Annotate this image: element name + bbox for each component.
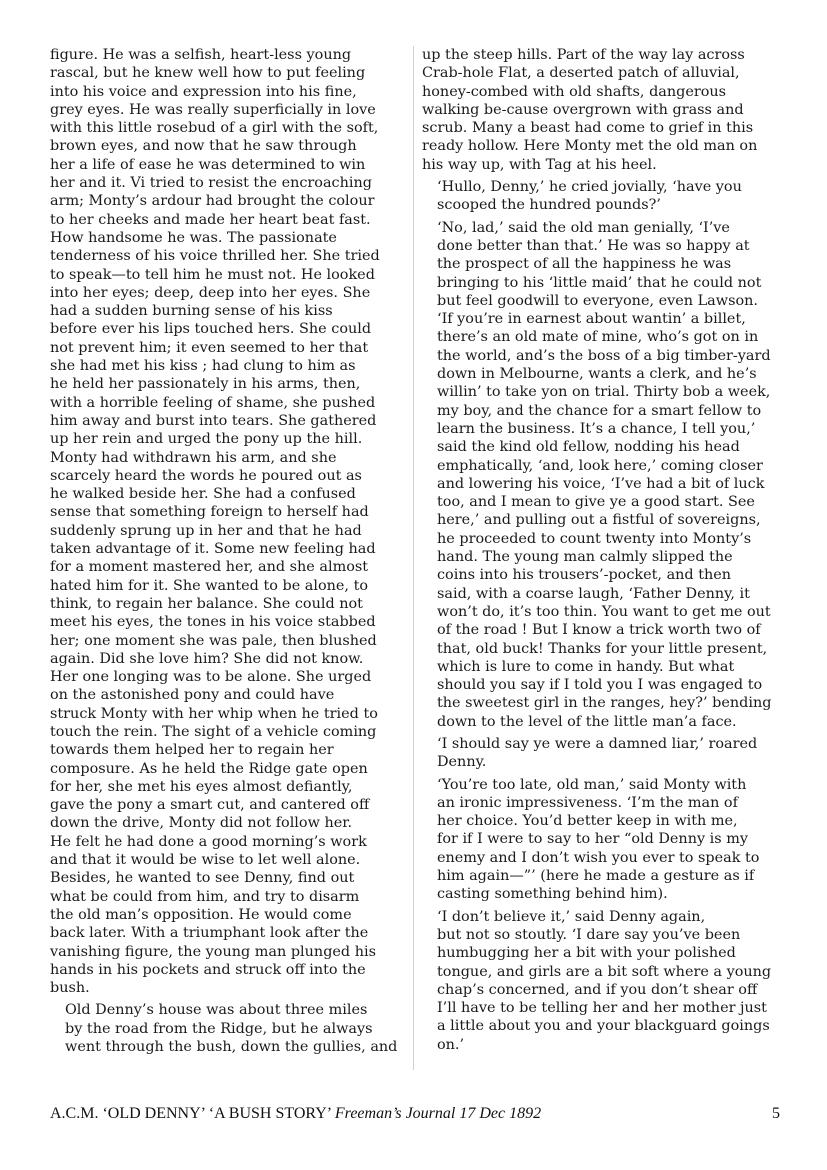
text-line: too, and I mean to give ye a good start. See	[437, 494, 755, 511]
left-column	[50, 46, 406, 1060]
text-line: on the astonished pony and could have	[50, 687, 335, 704]
text-line: willin’ to take yon on trial. Thirty bob a week,	[437, 384, 771, 401]
text-line: to speak—to tell him he must not. He looked	[50, 266, 375, 283]
text-line: ‘No, lad,’ said the old man genially, ‘I’ve	[437, 219, 730, 236]
text-line: to her cheeks and made her heart beat fast.	[50, 211, 371, 228]
text-line: him away and burst into tears. She gathered	[50, 412, 377, 429]
text-line: chap’s concerned, and if you don’t shear off	[437, 981, 758, 998]
text-line: tongue, and girls are a bit soft where a young	[437, 963, 772, 980]
text-line: figure. He was a selfish, heart-less young	[50, 47, 352, 63]
text-line: he proceeded to count twenty into Monty’s	[437, 530, 752, 547]
text-line: Old Denny’s house was about three miles	[65, 1002, 368, 1019]
citation-prefix: A.C.M. ‘OLD DENNY’ ‘A BUSH STORY’	[50, 1105, 335, 1122]
text-line: went through the bush, down the gullies, and	[65, 1039, 398, 1056]
text-line: scrub. Many a beast had come to grief in this	[422, 120, 754, 137]
text-line: what be could from him, and try to disarm	[50, 888, 360, 905]
text-line: her and it. Vi tried to resist the encroaching	[50, 175, 372, 192]
text-line: but feel goodwill to everyone, even Lawson.	[437, 292, 758, 309]
text-line: here,’ and pulling out a fistful of sovereigns,	[437, 512, 761, 529]
text-line: for her, she met his eyes almost defiantly,	[50, 778, 353, 795]
text-line: ‘I don’t believe it,’ said Denny again,	[437, 908, 706, 925]
footer-citation	[50, 1105, 541, 1123]
text-line: Her one longing was to be alone. She urged	[50, 669, 372, 686]
text-line: He felt he had done a good morning’s work	[50, 833, 367, 850]
right-column	[422, 46, 778, 1058]
text-line: hated him for it. She wanted to be alone, to	[50, 577, 369, 594]
paragraph	[422, 735, 778, 772]
text-line: before ever his lips touched hers. She could	[50, 321, 372, 338]
text-line: bush.	[50, 980, 90, 997]
paragraph	[50, 1001, 406, 1056]
paragraph	[422, 219, 778, 731]
text-line: grey eyes. He was really superficially in love	[50, 101, 376, 118]
text-line: up her rein and urged the pony up the hill.	[50, 431, 363, 448]
text-line: touch the rein. The sight of a vehicle coming	[50, 723, 377, 740]
text-line: had a sudden burning sense of his kiss	[50, 303, 333, 320]
text-line: down in Melbourne, wants a clerk, and he’s	[437, 366, 757, 383]
text-line: down to the level of the little man’a face.	[437, 713, 737, 730]
text-line: honey-combed with old shafts, dangerous	[422, 83, 727, 100]
text-line: towards them helped her to regain her	[50, 742, 334, 759]
text-line: casting something behind him).	[437, 886, 668, 903]
text-line: which is lure to come in handy. But what	[437, 658, 735, 675]
text-line: with a horrible feeling of shame, she pushed	[50, 394, 376, 411]
paragraph	[422, 776, 778, 904]
text-line: won’t do, it’s too thin. You want to get me out	[437, 603, 771, 620]
text-line: suddenly sprung up in her and that he had	[50, 522, 362, 539]
text-line: for a moment mastered her, and she almost	[50, 559, 369, 576]
text-line: into his voice and expression into his fine,	[50, 83, 357, 100]
page-number: 5	[772, 1105, 780, 1122]
text-line: down the drive, Monty did not follow her.	[50, 815, 353, 832]
text-line: ‘You’re too late, old man,’ said Monty with	[437, 776, 747, 793]
text-line: said, with a coarse laugh, ‘Father Denny, it	[437, 585, 750, 602]
text-line: think, to regain her balance. She could not	[50, 595, 363, 612]
text-line: coins into his trousers’-pocket, and then	[437, 567, 732, 584]
text-line: emphatically, ‘and, look here,’ coming closer	[437, 457, 763, 474]
text-line: enemy and I don’t wish you ever to speak to	[437, 849, 760, 866]
paragraph	[50, 46, 406, 997]
text-line: Crab-hole Flat, a deserted patch of alluvial,	[422, 65, 740, 82]
text-line: a little about you and your blackguard goings	[437, 1018, 770, 1035]
text-line: brown eyes, and now that he saw through	[50, 138, 357, 155]
text-line: ‘If you’re in earnest about wantin’ a billet,	[437, 311, 746, 328]
text-line: ready hollow. Here Monty met the old man on	[422, 138, 758, 155]
text-line: he held her passionately in his arms, then,	[50, 376, 361, 393]
text-line: the sweetest girl in the ranges, hey?’ bending	[437, 695, 772, 712]
text-line: up the steep hills. Part of the way lay across	[422, 47, 745, 63]
text-line: with this little rosebud of a girl with the soft,	[50, 120, 379, 137]
text-line: said the kind old fellow, nodding his head	[437, 439, 740, 456]
text-line: composure. As he held the Ridge gate open	[50, 760, 368, 777]
text-line: hand. The young man calmly slipped the	[437, 549, 733, 566]
text-line: but not so stoutly. ‘I dare say you’ve been	[437, 926, 741, 943]
text-line: for if I were to say to her “old Denny is my	[437, 831, 749, 848]
text-line: his way up, with Tag at his heel.	[422, 156, 657, 173]
text-line: him again—”’ (here he made a gesture as if	[437, 868, 755, 885]
text-line: the world, and’s the boss of a big timber-yard	[437, 347, 771, 364]
text-line: the old man’s opposition. He would come	[50, 906, 352, 923]
text-line: on.’	[437, 1036, 465, 1053]
text-line: by the road from the Ridge, but he always	[65, 1020, 373, 1037]
text-line: of the road ! But I know a trick worth two of	[437, 622, 761, 639]
text-line: hands in his pockets and struck off into the	[50, 961, 366, 978]
text-line: again. Did she love him? She did not know.	[50, 650, 364, 667]
text-line: walking be-cause overgrown with grass and	[422, 101, 744, 118]
text-line: I’ll have to be telling her and her mother just	[437, 1000, 767, 1017]
text-line: ‘Hullo, Denny,’ he cried jovially, ‘have you	[437, 179, 742, 196]
text-line: Monty had withdrawn his arm, and she	[50, 449, 337, 466]
text-line: learn the business. It’s a chance, I tell you,’	[437, 420, 756, 437]
text-line: into her eyes; deep, deep into her eyes. She	[50, 284, 371, 301]
text-line: gave the pony a smart cut, and cantered off	[50, 797, 370, 814]
text-line: taken advantage of it. Some new feeling had	[50, 541, 376, 558]
text-line: an ironic impressiveness. ‘I’m the man of	[437, 794, 738, 811]
text-line: her choice. You’d better keep in with me,	[437, 813, 738, 830]
text-line: he walked beside her. She had a confused	[50, 486, 356, 503]
text-line: she had met his kiss ; had clung to him as	[50, 358, 356, 375]
text-line: tenderness of his voice thrilled her. She tried	[50, 248, 380, 265]
paragraph	[422, 46, 778, 174]
text-line: arm; Monty’s ardour had brought the colour	[50, 193, 375, 210]
text-line: Besides, he wanted to see Denny, find out	[50, 870, 355, 887]
paragraph	[422, 178, 778, 215]
journal-name: Freeman’s Journal 17 Dec 1892	[334, 1105, 542, 1122]
text-line: vanishing figure, the young man plunged his	[50, 943, 376, 960]
column-divider	[413, 46, 414, 1070]
text-line: Denny.	[437, 754, 487, 771]
text-line: humbugging her a bit with your polished	[437, 945, 736, 962]
text-line: and lowering his voice, ‘I’ve had a bit of luck	[437, 475, 765, 492]
text-line: rascal, but he knew well how to put feeling	[50, 65, 366, 82]
text-line: and that it would be wise to let well alone.	[50, 852, 361, 869]
text-line: scooped the hundred pounds?’	[437, 197, 661, 214]
text-line: scarcely heard the words he poured out as	[50, 467, 362, 484]
text-line: should you say if I told you I was engaged to	[437, 677, 763, 694]
text-line: her a life of ease he was determined to win	[50, 156, 366, 173]
text-line: meet his eyes, the tones in his voice stabbed	[50, 614, 376, 631]
text-line: bringing to his ‘little maid’ that he could not	[437, 274, 762, 291]
text-line: my boy, and the chance for a smart fellow to	[437, 402, 762, 419]
text-line: back later. With a triumphant look after the	[50, 925, 369, 942]
text-line: the prospect of all the happiness he was	[437, 256, 732, 273]
text-line: How handsome he was. The passionate	[50, 229, 337, 246]
text-line: done better than that.’ He was so happy at	[437, 237, 750, 254]
text-line: there’s an old mate of mine, who’s got on in	[437, 329, 759, 346]
text-line: not prevent him; it even seemed to her that	[50, 339, 369, 356]
paragraph	[422, 908, 778, 1054]
text-line: her; one moment she was pale, then blushed	[50, 632, 377, 649]
text-line: that, old buck! Thanks for your little present,	[437, 640, 768, 657]
text-line: struck Monty with her whip when he tried to	[50, 705, 378, 722]
text-line: ‘I should say ye were a damned liar,’ roared	[437, 735, 758, 752]
text-line: sense that something foreign to herself had	[50, 504, 369, 521]
